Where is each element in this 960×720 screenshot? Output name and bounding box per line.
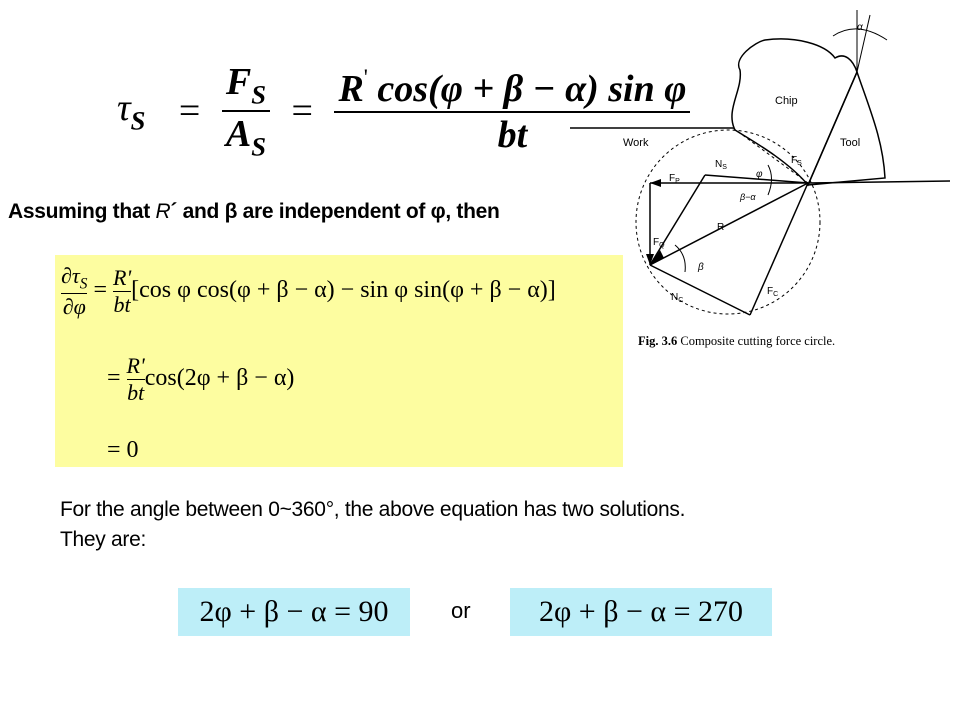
partial-derivative: $\frac{\partial\tau_S}{\partial\varphi}$ [61, 263, 88, 320]
tool-outline [808, 72, 885, 185]
arrowhead-fp [650, 179, 661, 187]
solution-270: 2φ + β − α = 270 [510, 588, 772, 636]
derivative-box [55, 255, 623, 467]
equals-sign: = [291, 90, 313, 133]
equals-sign: = [178, 90, 201, 133]
derivative-line-2: = $\frac{R'}{bt}$ cos(2φ + β − α) [107, 353, 295, 405]
figure-caption: Fig. 3.6 Composite cutting force circle. [638, 334, 836, 348]
force-fs [650, 183, 808, 265]
beta-minus-alpha-label: β−α [740, 192, 756, 202]
derivative-line-3: = 0 [107, 437, 139, 463]
fc-label: $F_C$ [767, 286, 779, 298]
resultant-fraction: $\frac{R' \cos(\varphi + \beta - \alpha) \sin \varphi}{bt}$ [334, 65, 690, 157]
phi-label: φ [756, 169, 763, 180]
angle-statement-line-2: They are: [60, 528, 147, 551]
r-over-bt: $\frac{R'}{bt}$ [126, 353, 145, 405]
tau-symbol: $\tau_S$ [117, 87, 146, 136]
chip-label: Chip [775, 95, 798, 107]
tool-label: Tool [840, 137, 861, 149]
angle-statement [60, 495, 920, 555]
force-fc [750, 183, 808, 315]
r-over-bt: $\frac{R'}{bt}$ [113, 265, 132, 318]
nc-label: $N_C$ [671, 292, 684, 304]
alpha-label: α [857, 22, 863, 33]
force-circle-diagram [565, 0, 955, 330]
cut-surface-line [808, 181, 950, 183]
ns-label: $N_S$ [715, 159, 727, 171]
derivative-line-1: $\frac{\partial\tau_S}{\partial\varphi}$ = $\frac{R'}{bt}$ [cos φ cos(φ + β − α) − sin φ sin(φ + β − α)] [61, 263, 556, 320]
assumption-text: Assuming that R´ and β are independent of φ, then [8, 200, 500, 223]
or-connector: or [451, 598, 471, 623]
fs-label: $F_S$ [791, 155, 802, 167]
solution-90: 2φ + β − α = 90 [178, 588, 410, 636]
fq-label: $F_Q$ [653, 237, 665, 249]
fp-label: $F_P$ [669, 173, 680, 185]
force-area-fraction: $\frac{F_S}{A_S}$ [222, 60, 270, 163]
angle-statement-line-1: For the angle between 0~360°, the above equation has two solutions. [60, 498, 686, 521]
beta-label: β [698, 262, 704, 273]
r-label: R [717, 222, 725, 233]
work-label: Work [623, 137, 649, 149]
